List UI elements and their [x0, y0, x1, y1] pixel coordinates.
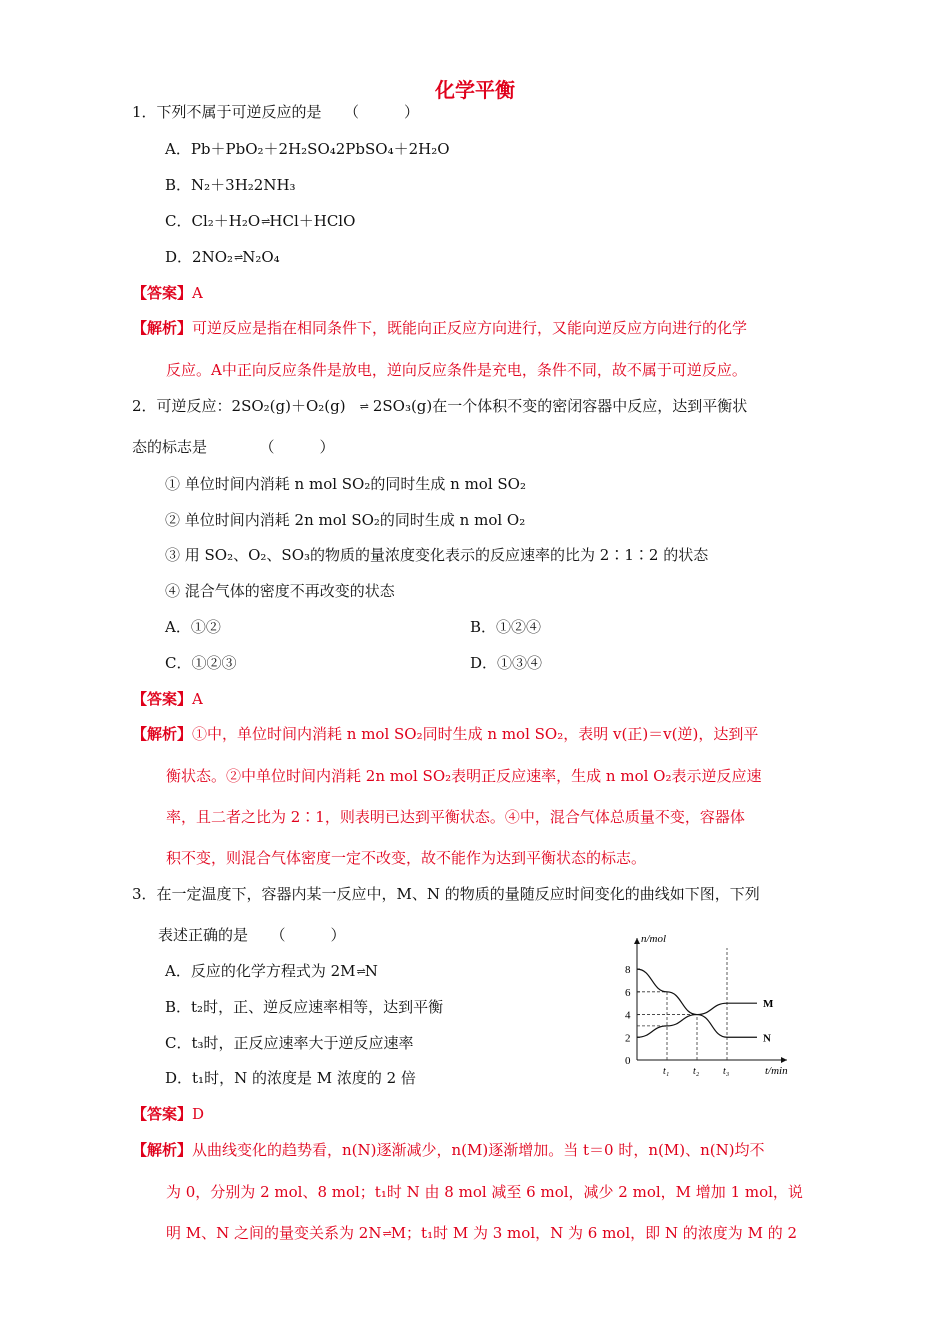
q1-option-c-left: C．Cl₂＋H₂O — [165, 212, 261, 230]
x-tick-label: t₁ — [663, 1066, 670, 1077]
q1-analysis-line-1 — [132, 318, 747, 338]
analysis-text: 可逆反应是指在相同条件下，既能向正反应方向进行，又能向逆反应方向进行的化学 — [192, 319, 748, 337]
q3-analysis-line-3 — [166, 1223, 797, 1244]
q3-option-b: B．t₂时，正、逆反应速率相等，达到平衡 — [165, 998, 444, 1016]
q2-statement-3: ③ 用 SO₂、O₂、SO₃的物质的量浓度变化表示的反应速率的比为 2∶1∶2 的状态 — [165, 546, 709, 564]
mole-time-chart — [615, 928, 795, 1078]
q1-option-d — [165, 247, 280, 268]
x-axis-arrow-icon — [781, 1057, 787, 1063]
q3-stem-line-1: 3．在一定温度下，容器内某一反应中，M、N 的物质的量随反应时间变化的曲线如下图，下列 — [132, 885, 760, 903]
q1-answer — [132, 283, 203, 303]
q2-stem-line-1 — [132, 396, 747, 417]
q2-stem-line-2: 态的标志是 （ ） — [132, 438, 335, 456]
q3-option-c: C．t₃时，正反应速率大于逆反应速率 — [165, 1034, 414, 1052]
q1-option-d-left: D．2NO₂ — [165, 248, 234, 266]
analysis-tag: 【解析】 — [132, 319, 193, 337]
q1-option-d-right: N₂O₄ — [242, 248, 280, 266]
answer-value: A — [192, 690, 203, 708]
analysis-tag: 【解析】 — [132, 725, 193, 743]
q2-answer — [132, 689, 203, 709]
page-title: 化学平衡 — [435, 78, 515, 102]
equilibrium-arrow-icon: ⇌ — [234, 251, 242, 264]
y-tick-label: 6 — [625, 986, 631, 999]
answer-tag: 【答案】 — [132, 690, 193, 708]
analysis-text: 从曲线变化的趋势看，n(N)逐渐减少，n(M)逐渐增加。当 t＝0 时，n(M)、n(N)均不 — [192, 1141, 765, 1159]
analysis-tag: 【解析】 — [132, 1141, 193, 1159]
q2-option-c: C．①②③ — [165, 654, 237, 672]
equilibrium-arrow-icon: ⇌ — [359, 400, 367, 413]
q2-stem-part-b: 2SO₃(g)在一个体积不变的密闭容器中反应，达到平衡状 — [372, 397, 748, 415]
y-axis-arrow-icon — [634, 938, 640, 944]
q1-stem: 1．下列不属于可逆反应的是 （ ） — [132, 103, 420, 121]
answer-value: D — [192, 1105, 205, 1123]
q2-statement-2: ② 单位时间内消耗 2n mol SO₂的同时生成 n mol O₂ — [165, 511, 526, 529]
equilibrium-arrow-icon: ⇌ — [261, 215, 269, 228]
answer-tag: 【答案】 — [132, 1105, 193, 1123]
q3-option-a-right: N — [364, 962, 378, 980]
q1-option-b: B．N₂＋3H₂2NH₃ — [165, 176, 296, 194]
q3-option-a-left: A．反应的化学方程式为 2M — [165, 962, 356, 980]
series-N-label: N — [763, 1032, 771, 1045]
y-axis-label: n/mol — [641, 933, 667, 945]
x-tick-label: t₃ — [723, 1066, 730, 1077]
y-tick-label: 0 — [625, 1055, 631, 1067]
q3-stem-line-2: 表述正确的是 （ ） — [158, 926, 346, 944]
q3-option-d: D．t₁时，N 的浓度是 M 浓度的 2 倍 — [165, 1069, 416, 1087]
analysis-text: 明 M、N 之间的量变关系为 2N — [166, 1224, 382, 1242]
q1-option-a: A．Pb＋PbO₂＋2H₂SO₄2PbSO₄＋2H₂O — [165, 140, 450, 158]
q2-statement-1: ① 单位时间内消耗 n mol SO₂的同时生成 n mol SO₂ — [165, 475, 526, 493]
y-tick-label: 4 — [625, 1009, 631, 1022]
q1-option-c — [165, 211, 355, 232]
series-M-label: M — [763, 998, 774, 1011]
q3-option-a — [165, 961, 378, 982]
q2-analysis-line-4: 积不变，则混合气体密度一定不改变，故不能作为达到平衡状态的标志。 — [166, 849, 647, 867]
analysis-text: ①中，单位时间内消耗 n mol SO₂同时生成 n mol SO₂，表明 v(正)＝v(逆)，达到平 — [192, 725, 759, 743]
q2-analysis-line-3: 率，且二者之比为 2∶1，则表明已达到平衡状态。④中，混合气体总质量不变，容器体 — [166, 808, 745, 826]
equilibrium-arrow-icon: ⇌ — [382, 1227, 390, 1240]
q2-stem-part-a: 2．可逆反应：2SO₂(g)＋O₂(g) — [132, 397, 346, 415]
q3-analysis-line-2: 为 0，分别为 2 mol、8 mol；t₁时 N 由 8 mol 减至 6 mol，减少 2 mol，M 增加 1 mol，说 — [166, 1183, 803, 1201]
y-tick-label: 2 — [625, 1032, 631, 1045]
y-tick-label: 8 — [625, 964, 631, 977]
q2-option-d: D．①③④ — [470, 654, 543, 672]
q2-analysis-line-1 — [132, 724, 758, 744]
q1-option-c-right: HCl＋HClO — [269, 212, 356, 230]
q3-answer — [132, 1104, 204, 1124]
q2-analysis-line-2: 衡状态。②中单位时间内消耗 2n mol SO₂表明正反应速率，生成 n mol O₂表示逆反应速 — [166, 767, 762, 785]
answer-tag: 【答案】 — [132, 284, 193, 302]
q2-option-a: A．①② — [165, 618, 221, 636]
q3-analysis-line-1 — [132, 1140, 765, 1160]
q1-analysis-line-2: 反应。A中正向反应条件是放电，逆向反应条件是充电，条件不同，故不属于可逆反应。 — [166, 361, 747, 379]
equilibrium-arrow-icon: ⇌ — [356, 965, 364, 978]
q2-option-b: B．①②④ — [470, 618, 542, 636]
analysis-text: M；t₁时 M 为 3 mol，N 为 6 mol，即 N 的浓度为 M 的 2 — [390, 1224, 798, 1242]
answer-value: A — [192, 284, 203, 302]
x-tick-label: t₂ — [693, 1066, 700, 1077]
q2-statement-4: ④ 混合气体的密度不再改变的状态 — [165, 582, 395, 600]
x-axis-label: t/min — [765, 1065, 788, 1077]
